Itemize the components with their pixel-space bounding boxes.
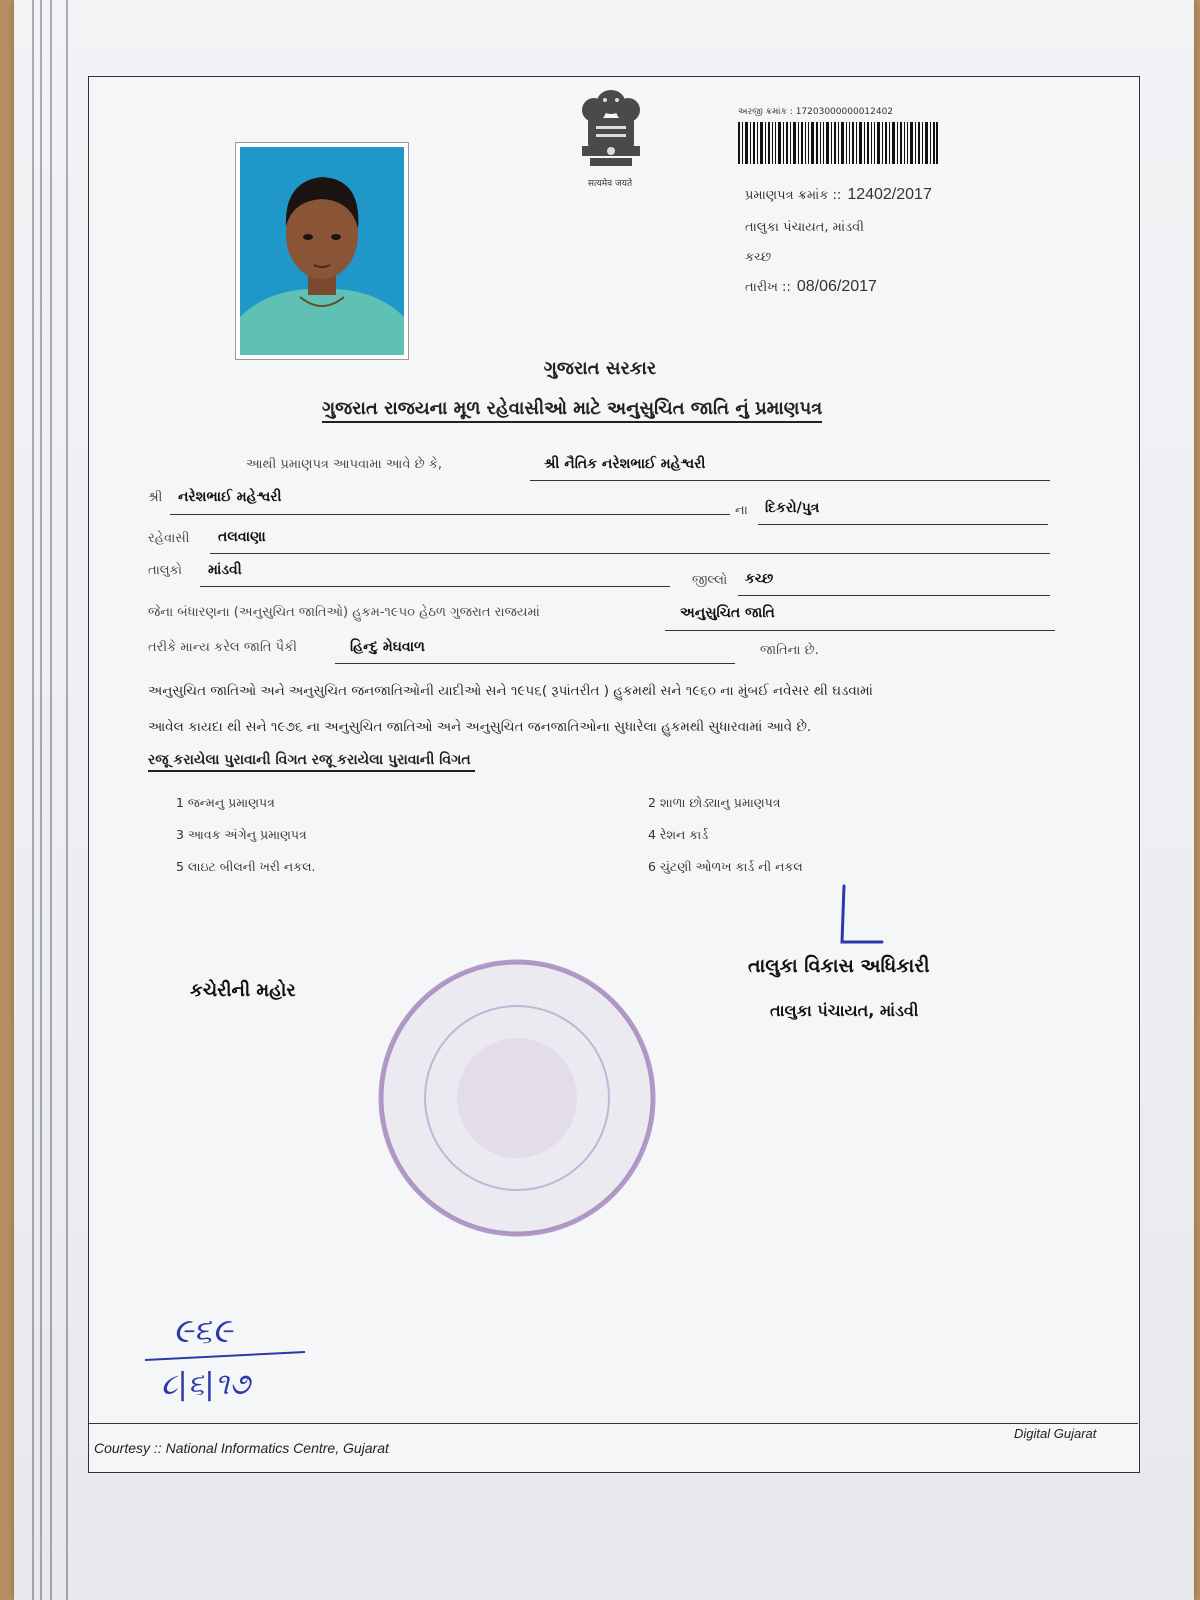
issue-date — [745, 278, 877, 296]
order-label: જેના બંધારણના (અનુસુચિત જાતિઓ) હુકમ-૧૯૫૦ હેઠળ ગુજરાત રાજયમાં — [148, 605, 540, 620]
binder-edge — [66, 0, 68, 1600]
resident-label: રહેવાસી — [148, 531, 190, 546]
courtesy-footer: Courtesy :: National Informatics Centre, Gujarat — [94, 1440, 389, 1456]
category-line — [665, 630, 1055, 631]
caste-suffix: જાતિના છે. — [760, 643, 819, 658]
category-value: અનુસુચિત જાતિ — [680, 605, 775, 621]
emblem-caption: सत्यमेव जयते — [587, 179, 633, 189]
certificate-number — [745, 186, 932, 204]
relation-value: દિકરો/પુત્ર — [765, 500, 820, 516]
taluka-line — [200, 586, 670, 587]
relation-line — [758, 524, 1048, 525]
office-seal-stamp — [376, 957, 658, 1239]
taluka-label: તાલુકો — [148, 563, 183, 578]
handwritten-date: ૮|૬|૧૭ — [161, 1367, 251, 1402]
binder-edge — [50, 0, 52, 1600]
proof-item: 2 શાળા છોડ્યાનુ પ્રમાણપત્ર — [648, 795, 781, 810]
certificate-number-label: પ્રમાણપત્ર ક્રમાંક :: — [745, 188, 842, 203]
legal-paragraph-line-1: અનુસુચિત જાતિઓ અને અનુસુચિત જનજાતિઓની યાદીઓ સને ૧૯૫૬( રૂપાંતરીત ) હુકમથી સને ૧૯૬૦ ના મુંબઈ નવેસર થી ઘડવામાં — [148, 683, 873, 699]
portrait-image — [240, 147, 404, 355]
holder-name-line — [530, 480, 1050, 481]
caste-line — [335, 663, 735, 664]
digital-gujarat-brand: Digital Gujarat — [1014, 1426, 1097, 1441]
footer-divider — [88, 1423, 1138, 1424]
binder-edge — [40, 0, 42, 1600]
caste-value: હિન્દુ મેઘવાળ — [350, 639, 425, 655]
holder-photo — [236, 143, 408, 359]
father-name-line — [170, 514, 730, 515]
issuing-district: કચ્છ — [745, 250, 772, 265]
officer-signature — [830, 884, 900, 964]
officer-office: તાલુકા પંચાયત, માંડવી — [770, 1001, 919, 1020]
handwritten-number: ૯૬૯ — [173, 1311, 233, 1351]
issuing-office: તાલુકા પંચાયત, માંડવી — [745, 220, 864, 235]
proofs-heading: રજૂ કરાયેલા પુરાવાની વિગત રજૂ કરાયેલા પુરાવાની વિગત — [148, 752, 475, 772]
resident-value: તલવાણા — [218, 529, 266, 545]
government-title: ગુજરાત સરકાર — [543, 358, 657, 379]
resident-line — [210, 553, 1050, 554]
relation-label: ના — [735, 503, 748, 518]
legal-paragraph-line-2: આવેલ કાયદા થી સને ૧૯૭૬ ના અનુસુચિત જાતિઓ અને અનુસુચિત જનજાતિઓના સુધારેલા હુકમથી સુધારવામાં આવે છે. — [148, 719, 812, 735]
recognized-label: તરીકે માન્ય કરેલ જાતિ પૈકી — [148, 640, 297, 655]
father-name: નરેશભાઈ મહેશ્વરી — [178, 489, 282, 505]
proof-item: 6 ચુંટણી ઓળખ કાર્ડ ની નકલ — [648, 859, 803, 874]
district-line — [738, 595, 1050, 596]
handwritten-note — [145, 1300, 325, 1410]
proof-item: 1 જન્મનુ પ્રમાણપત્ર — [176, 795, 275, 810]
certificate-title: ગુજરાત રાજયના મૂળ રહેવાસીઓ માટે અનુસુચિત જાતિ નું પ્રમાણપત્ર — [322, 398, 822, 423]
proof-item: 4 રેશન કાર્ડ — [648, 827, 709, 842]
holder-name: શ્રી નૈતિક નરેશભાઈ મહેશ્વરી — [544, 456, 706, 472]
binder-edge — [32, 0, 34, 1600]
taluka-value: માંડવી — [208, 562, 242, 578]
district-label: જીલ્લો — [692, 573, 728, 588]
district-value: કચ્છ — [745, 571, 774, 587]
office-seal-label: કચેરીની મહોર — [190, 980, 296, 1001]
issue-date-value: 08/06/2017 — [796, 278, 877, 295]
issue-date-label: તારીખ :: — [745, 280, 791, 295]
officer-title: તાલુકા વિકાસ અધિકારી — [748, 955, 930, 977]
application-number: અરજી ક્રમાંક : 17203000000012402 — [738, 107, 894, 117]
proof-item: 3 આવક અંગેનુ પ્રમાણપત્ર — [176, 827, 307, 842]
certificate-number-value: 12402/2017 — [847, 186, 932, 203]
barcode — [738, 122, 938, 164]
intro-label: આથી પ્રમાણપત્ર આપવામા આવે છે કે, — [246, 457, 443, 472]
father-prefix: શ્રી — [148, 490, 163, 505]
proof-item: 5 લાઇટ બીલની ખરી નકલ. — [176, 859, 316, 874]
national-emblem-icon — [570, 84, 652, 184]
